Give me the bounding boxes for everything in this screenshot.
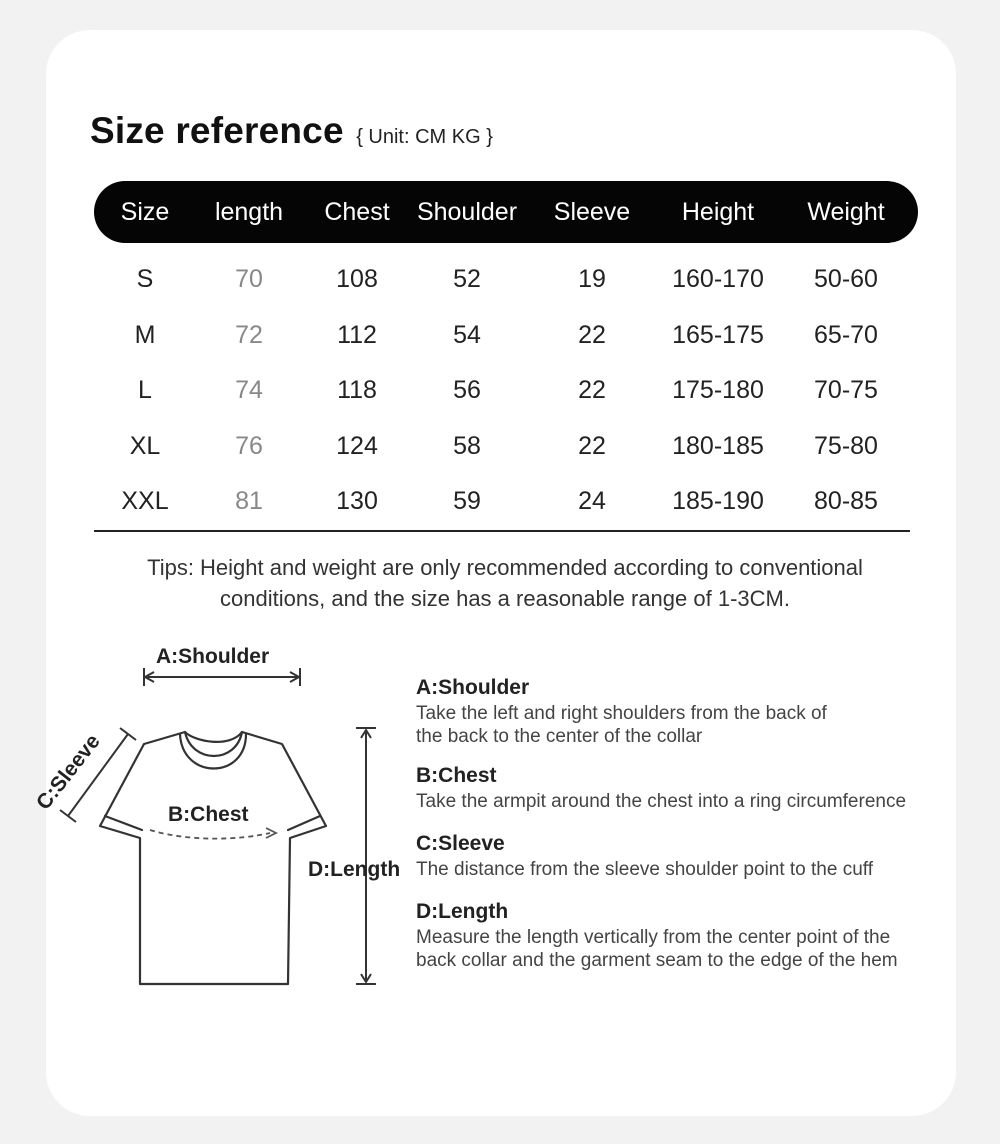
cell-chest: 118 (337, 376, 377, 405)
cell-weight: 75-80 (814, 431, 878, 460)
title-row (90, 110, 493, 160)
cell-chest: 130 (336, 487, 378, 516)
chest-dashed-arrow (150, 830, 270, 839)
cell-chest: 112 (337, 320, 377, 349)
definition-term: B:Chest (416, 764, 497, 787)
diagram-label-chest: B:Chest (168, 803, 249, 826)
cell-length: 72 (235, 320, 263, 349)
table-bottom-rule (94, 530, 910, 532)
cell-sleeve: 22 (578, 376, 606, 405)
header-length: length (214, 197, 284, 226)
cell-sleeve: 22 (578, 431, 606, 460)
header-weight: Weight (807, 197, 885, 226)
definition-text: Take the armpit around the chest into a ring circumference (416, 791, 907, 812)
table-row (94, 363, 918, 419)
cell-chest: 124 (336, 431, 378, 460)
cell-size: M (134, 320, 156, 349)
cell-height: 160-170 (672, 265, 764, 294)
cell-weight: 50-60 (814, 265, 878, 294)
header-shoulder: Shoulder (416, 197, 518, 226)
cell-size: S (136, 265, 154, 294)
definition-term: A:Shoulder (416, 676, 530, 699)
tshirt-outline-icon (100, 732, 326, 984)
cell-sleeve: 19 (578, 265, 606, 294)
diagram-label-shoulder: A:Shoulder (156, 645, 270, 668)
definition-chest (416, 764, 956, 832)
cell-height: 175-180 (672, 376, 764, 405)
table-body (94, 243, 918, 530)
table-row (94, 419, 918, 475)
definition-length (416, 900, 956, 972)
cell-height: 180-185 (672, 431, 764, 460)
definition-term: C:Sleeve (416, 832, 505, 855)
cell-sleeve: 24 (578, 487, 606, 516)
table-row (94, 474, 918, 530)
cell-length: 81 (235, 487, 263, 516)
cell-weight: 65-70 (814, 320, 878, 349)
definitions-list (416, 676, 956, 972)
header-height: Height (681, 197, 755, 226)
header-chest: Chest (324, 197, 390, 226)
table-header (94, 181, 918, 243)
cell-chest: 108 (336, 265, 378, 294)
cell-length: 74 (235, 376, 263, 405)
diagram-label-length: D:Length (308, 858, 401, 881)
diagram-label-sleeve: C:Sleeve (32, 730, 105, 815)
definition-text: Take the left and right shoulders from the back of (416, 703, 827, 724)
cell-length: 76 (235, 431, 263, 460)
tips-text (100, 552, 910, 614)
cell-size: XXL (121, 487, 169, 516)
cell-weight: 70-75 (814, 376, 878, 405)
cell-shoulder: 52 (453, 265, 481, 294)
page-title: Size reference (90, 110, 344, 151)
cell-shoulder: 54 (453, 320, 481, 349)
cell-sleeve: 22 (578, 320, 606, 349)
unit-note: { Unit: CM KG } (356, 126, 493, 148)
cell-length: 70 (235, 265, 263, 294)
table-row (94, 252, 918, 308)
tips-line-2: conditions, and the size has a reasonable range of 1-3CM. (220, 586, 790, 611)
cell-size: XL (129, 431, 161, 460)
cell-shoulder: 58 (453, 431, 481, 460)
header-sleeve: Sleeve (553, 197, 631, 226)
cell-shoulder: 59 (453, 487, 481, 516)
cell-height: 185-190 (672, 487, 764, 516)
cell-height: 165-175 (672, 320, 764, 349)
shoulder-dimension (144, 668, 300, 686)
cell-size: L (138, 376, 152, 405)
definition-text: back collar and the garment seam to the edge of the hem (416, 950, 898, 971)
definition-text: The distance from the sleeve shoulder point to the cuff (416, 859, 873, 880)
definition-term: D:Length (416, 900, 509, 923)
table-row (94, 308, 918, 364)
definition-shoulder (416, 676, 956, 764)
cell-shoulder: 56 (453, 376, 481, 405)
definition-text: the back to the center of the collar (416, 726, 703, 747)
definition-sleeve (416, 832, 956, 900)
definition-text: Measure the length vertically from the center point of the (416, 927, 891, 948)
size-table (94, 181, 918, 530)
tips-line-1: Tips: Height and weight are only recommended according to conventional (147, 555, 863, 580)
length-dimension (356, 728, 376, 984)
header-size: Size (120, 197, 170, 226)
cell-weight: 80-85 (814, 487, 878, 516)
